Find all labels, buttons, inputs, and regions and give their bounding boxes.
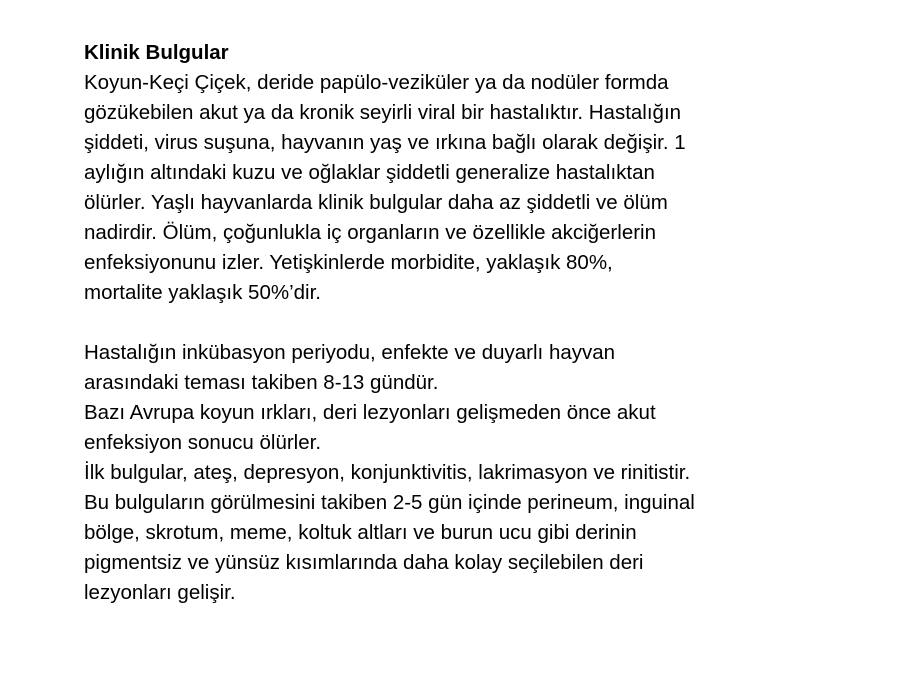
slide-content <box>84 38 844 608</box>
text-line: ölürler. Yaşlı hayvanlarda klinik bulgular daha az şiddetli ve ölüm <box>84 191 668 214</box>
text-line: enfeksiyonunu izler. Yetişkinlerde morbidite, yaklaşık 80%, <box>84 251 613 274</box>
text-line: bölge, skrotum, meme, koltuk altları ve burun ucu gibi derinin <box>84 521 637 544</box>
text-line: enfeksiyon sonucu ölürler. <box>84 431 322 454</box>
text-line: mortalite yaklaşık 50%’dir. <box>84 281 321 304</box>
slide-heading: Klinik Bulgular <box>84 41 229 64</box>
text-line: gözükebilen akut ya da kronik seyirli viral bir hastalıktır. Hastalığın <box>84 101 682 124</box>
text-line: lezyonları gelişir. <box>84 581 236 604</box>
text-line: nadirdir. Ölüm, çoğunlukla iç organların ve özellikle akciğerlerin <box>84 221 656 244</box>
paragraph-first-signs <box>84 458 844 608</box>
paragraph-european-breeds <box>84 398 844 458</box>
text-line: arasındaki teması takiben 8-13 gündür. <box>84 371 439 394</box>
text-line: Hastalığın inkübasyon periyodu, enfekte ve duyarlı hayvan <box>84 341 616 364</box>
text-line: pigmentsiz ve yünsüz kısımlarında daha kolay seçilebilen deri <box>84 551 644 574</box>
text-line: İlk bulgular, ateş, depresyon, konjunktivitis, lakrimasyon ve rinitistir. <box>84 461 691 484</box>
paragraph-clinical-findings <box>84 68 844 308</box>
paragraph-incubation <box>84 338 844 398</box>
text-line: Bazı Avrupa koyun ırkları, deri lezyonları gelişmeden önce akut <box>84 401 656 424</box>
paragraph-spacer <box>84 308 844 338</box>
text-line: şiddeti, virus suşuna, hayvanın yaş ve ırkına bağlı olarak değişir. 1 <box>84 131 686 154</box>
text-line: Bu bulguların görülmesini takiben 2-5 gün içinde perineum, inguinal <box>84 491 695 514</box>
text-line: aylığın altındaki kuzu ve oğlaklar şiddetli generalize hastalıktan <box>84 161 655 184</box>
text-line: Koyun-Keçi Çiçek, deride papülo-veziküler ya da nodüler formda <box>84 71 669 94</box>
